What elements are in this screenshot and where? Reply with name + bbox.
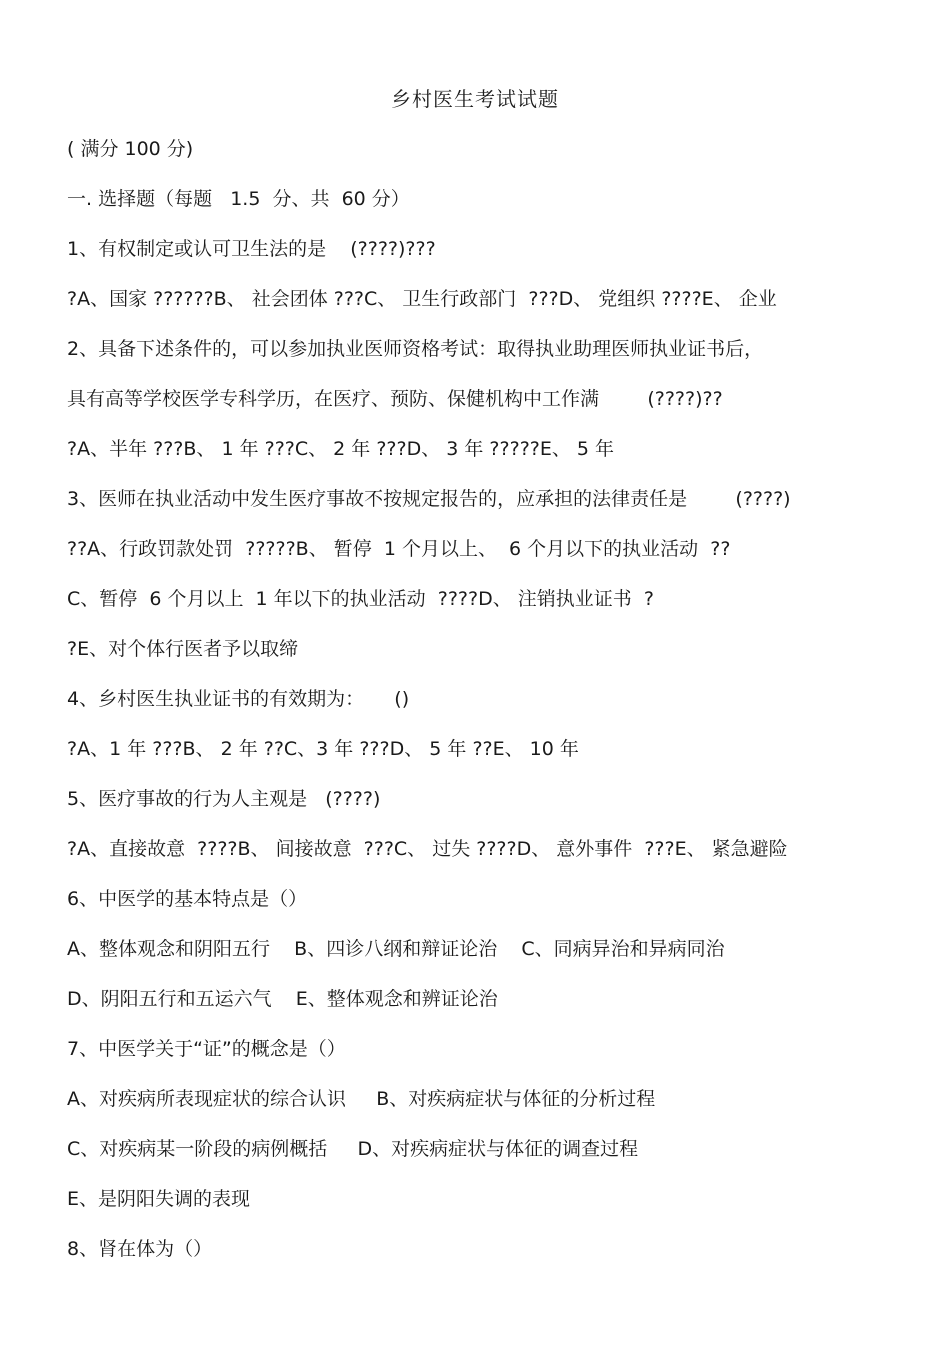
question-7: 7、中医学关于“证”的概念是（） [67, 1038, 346, 1060]
question-2-options: ?A、半年 ???B、 1 年 ???C、 2 年 ???D、 3 年 ?????E、 5 年 [67, 438, 615, 460]
question-4: 4、乡村医生执业证书的有效期为： () [67, 688, 410, 710]
question-8: 8、肾在体为（） [67, 1238, 213, 1260]
question-2-continued: 具有高等学校医学专科学历，在医疗、预防、保健机构中工作满 (????)?? [67, 388, 723, 410]
question-2: 2、具备下述条件的，可以参加执业医师资格考试：取得执业助理医师执业证书后， [67, 338, 764, 360]
document-title: 乡村医生考试试题 [391, 87, 559, 111]
question-3: 3、医师在执业活动中发生医疗事故不按规定报告的，应承担的法律责任是 (????) [67, 488, 791, 510]
question-7-options-c-d: C、对疾病某一阶段的病例概括 D、对疾病症状与体征的调查过程 [67, 1138, 639, 1160]
question-3-options-a-b: ??A、行政罚款处罚 ?????B、 暂停 1 个月以上、 6 个月以下的执业活动 ?? [67, 538, 731, 560]
question-4-options: ?A、1 年 ???B、 2 年 ??C、3 年 ???D、 5 年 ??E、 10 年 [67, 738, 579, 760]
question-7-option-e: E、是阴阳失调的表现 [67, 1188, 251, 1210]
score-note: ( 满分 100 分) [67, 138, 194, 160]
document-body [67, 134, 897, 1284]
question-6: 6、中医学的基本特点是（） [67, 888, 308, 910]
question-3-option-e: ?E、对个体行医者予以取缔 [67, 638, 299, 660]
question-1-options: ?A、国家 ??????B、 社会团体 ???C、 卫生行政部门 ???D、 党组织 ????E、 企业 [67, 288, 777, 310]
question-3-options-c-d: C、暂停 6 个月以上 1 年以下的执业活动 ????D、 注销执业证书 ? [67, 588, 654, 610]
section-heading: 一. 选择题（每题 1.5 分、共 60 分） [67, 188, 410, 210]
question-1: 1、有权制定或认可卫生法的是 (????)??? [67, 238, 436, 260]
question-7-options-a-b: A、对疾病所表现症状的综合认识 B、对疾病症状与体征的分析过程 [67, 1088, 656, 1110]
question-5-options: ?A、直接故意 ????B、 间接故意 ???C、 过失 ????D、 意外事件 ???E、 紧急避险 [67, 838, 788, 860]
question-6-options-d-e: D、阴阳五行和五运六气 E、整体观念和辨证论治 [67, 988, 498, 1010]
question-5: 5、医疗事故的行为人主观是 (????) [67, 788, 381, 810]
question-6-options-a-c: A、整体观念和阴阳五行 B、四诊八纲和辩证论治 C、同病异治和异病同治 [67, 938, 725, 960]
